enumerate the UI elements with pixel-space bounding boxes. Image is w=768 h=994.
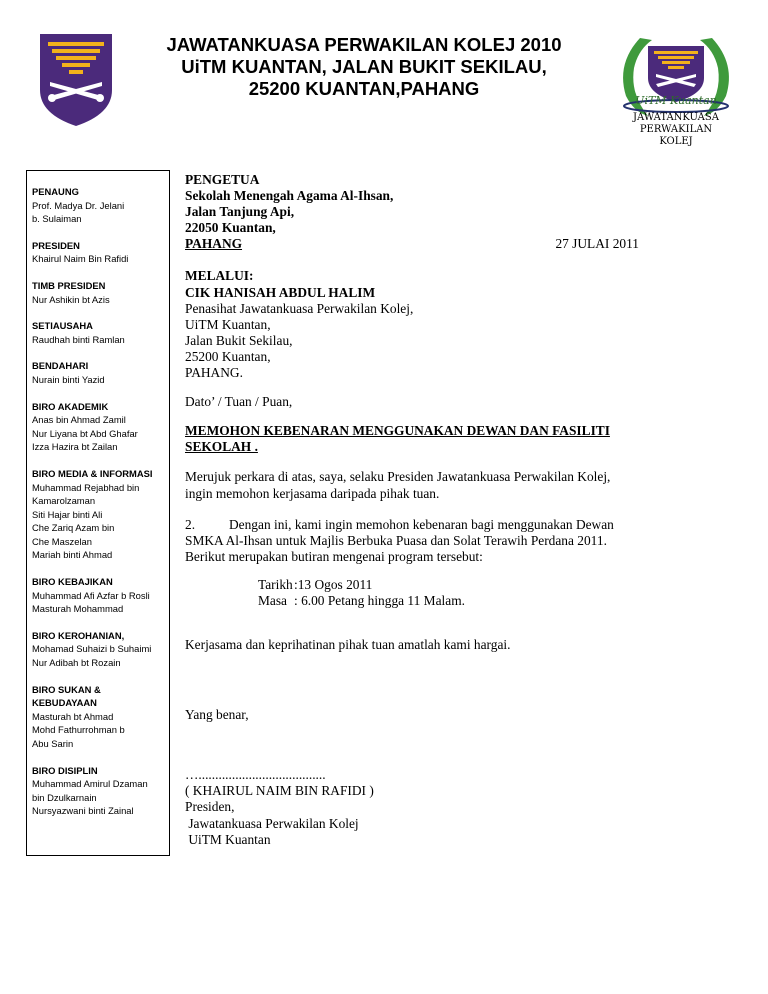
committee-member: Siti Hajar binti Ali: [32, 508, 103, 520]
committee-title: BIRO AKADEMIK: [32, 400, 109, 412]
recipient-line: 22050 Kuantan,: [185, 220, 276, 236]
committee-title: BIRO KEBAJIKAN: [32, 576, 113, 588]
letterhead-line-3: 25200 KUANTAN,PAHANG: [248, 78, 480, 99]
letterhead: [120, 34, 608, 100]
program-key: Tarikh: [258, 576, 293, 592]
committee-member: Anas bin Ahmad Zamil: [32, 414, 126, 426]
paragraph-line: Dengan ini, kami ingin memohon kebenaran bagi menggunakan Dewan: [229, 516, 614, 532]
committee-title: TIMB PRESIDEN: [32, 279, 106, 291]
via-address-line: PAHANG.: [185, 365, 243, 381]
committee-group: [32, 683, 165, 751]
committee-group: [32, 629, 165, 670]
logo-script-text: UiTM Kuantan: [635, 94, 717, 107]
committee-group: [32, 764, 165, 818]
committee-group: [32, 400, 165, 454]
committee-member: b. Sulaiman: [32, 213, 82, 225]
letterhead-line-1: JAWATANKUASA PERWAKILAN KOLEJ 2010: [166, 34, 562, 55]
recipient-line: Sekolah Menengah Agama Al-Ihsan,: [185, 188, 394, 204]
uitm-crest-logo: [38, 32, 114, 128]
recipient-line: PENGETUA: [185, 172, 260, 187]
logo-line-1: JAWATANKUASA: [633, 112, 719, 123]
committee-group: [32, 239, 165, 266]
committee-member: Izza Hazira bt Zailan: [32, 441, 118, 453]
recipient-line: Jalan Tanjung Api,: [185, 204, 295, 220]
program-value: :13 Ogos 2011: [294, 576, 373, 592]
via-address-line: Jalan Bukit Sekilau,: [185, 332, 293, 348]
via-address-line: UiTM Kuantan,: [185, 316, 271, 332]
committee-member: Prof. Madya Dr. Jelani: [32, 199, 125, 211]
committee-member: Muhammad Amirul Dzaman: [32, 778, 148, 790]
via-block: [185, 268, 645, 381]
subject-line: SEKOLAH .: [185, 439, 258, 455]
committee-title: BIRO DISIPLIN: [32, 764, 98, 776]
via-address-line: 25200 Kuantan,: [185, 348, 271, 364]
committee-member: Nurain binti Yazid: [32, 373, 105, 385]
committee-member: bin Dzulkarnain: [32, 791, 97, 803]
committee-group: [32, 575, 165, 616]
signer-title-line: UiTM Kuantan: [185, 831, 271, 847]
letterhead-line-2: UiTM KUANTAN, JALAN BUKIT SEKILAU,: [181, 56, 547, 77]
committee-member: Khairul Naim Bin Rafidi: [32, 253, 129, 265]
via-label: MELALUI:: [185, 268, 254, 284]
committee-member: Nur Ashikin bt Azis: [32, 293, 110, 305]
committee-member: Che Maszelan: [32, 535, 92, 547]
letter-body: [185, 172, 645, 848]
committee-group: [32, 279, 165, 306]
committee-title: BIRO SUKAN & KEBUDAYAAN: [32, 683, 101, 709]
committee-title: PENAUNG: [32, 186, 79, 197]
committee-title: BENDAHARI: [32, 360, 89, 372]
jpk-logo: [612, 24, 740, 156]
paragraph-line: ingin memohon kerjasama daripada pihak tuan.: [185, 485, 440, 501]
committee-group: [32, 467, 165, 562]
signer-name: ( KHAIRUL NAIM BIN RAFIDI ): [185, 783, 374, 799]
committee-sidebar: [26, 170, 170, 856]
paragraph-1: [185, 469, 645, 501]
sign-off: Yang benar,: [185, 707, 249, 723]
paragraph-number: 2.: [185, 516, 196, 532]
signature-block: [185, 767, 645, 847]
logo-line-3: KOLEJ: [659, 136, 693, 147]
program-value: : 6.00 Petang hingga 11 Malam.: [294, 592, 465, 608]
committee-member: Mohd Fathurrohman b: [32, 724, 125, 736]
subject-line: MEMOHON KEBENARAN MENGGUNAKAN DEWAN DAN FASILITI: [185, 423, 610, 439]
paragraph-line: Merujuk perkara di atas, saya, selaku Presiden Jawatankuasa Perwakilan Kolej,: [185, 469, 611, 485]
program-details: [185, 577, 645, 609]
committee-member: Kamarolzaman: [32, 495, 96, 507]
committee-title: PRESIDEN: [32, 239, 80, 251]
committee-group: [32, 185, 165, 226]
subject: [185, 423, 645, 455]
committee-member: Che Zariq Azam bin: [32, 522, 115, 534]
committee-member: Nursyazwani binti Zainal: [32, 805, 134, 817]
closing-paragraph: Kerjasama dan keprihatinan pihak tuan amatlah kami hargai.: [185, 637, 511, 653]
committee-member: Masturah bt Ahmad: [32, 710, 114, 722]
via-address-line: Penasihat Jawatankuasa Perwakilan Kolej,: [185, 300, 414, 316]
committee-group: [32, 319, 165, 346]
committee-member: Masturah Mohammad: [32, 603, 124, 615]
letter-date: 27 JULAI 2011: [555, 236, 639, 251]
program-key: Masa: [258, 592, 288, 608]
committee-member: Mohamad Suhaizi b Suhaimi: [32, 643, 152, 655]
committee-group: [32, 359, 165, 386]
committee-member: Nur Adibah bt Rozain: [32, 657, 121, 669]
signer-title-line: Jawatankuasa Perwakilan Kolej: [185, 815, 359, 831]
committee-member: Mariah binti Ahmad: [32, 549, 113, 561]
committee-member: Abu Sarin: [32, 738, 74, 749]
paragraph-2: [185, 517, 645, 565]
salutation: Dato’ / Tuan / Puan,: [185, 394, 293, 410]
committee-title: BIRO KEROHANIAN,: [32, 629, 125, 641]
committee-member: Nur Liyana bt Abd Ghafar: [32, 427, 138, 439]
paragraph-line: SMKA Al-Ihsan untuk Majlis Berbuka Puasa dan Solat Terawih Perdana 2011.: [185, 532, 607, 548]
signature-dots: …......................................: [185, 767, 326, 783]
committee-member: Muhammad Rejabhad bin: [32, 481, 140, 493]
committee-title: BIRO MEDIA & INFORMASI: [32, 467, 153, 479]
recipient-state: PAHANG: [185, 236, 243, 252]
committee-title: SETIAUSAHA: [32, 320, 93, 332]
logo-line-2: PERWAKILAN: [639, 124, 713, 135]
via-name: CIK HANISAH ABDUL HALIM: [185, 284, 376, 300]
committee-member: Raudhah binti Ramlan: [32, 333, 125, 345]
paragraph-line: Berikut merupakan butiran mengenai program tersebut:: [185, 548, 483, 564]
committee-member: Muhammad Afi Azfar b Rosli: [32, 589, 150, 601]
signer-title-line: Presiden,: [185, 799, 235, 815]
